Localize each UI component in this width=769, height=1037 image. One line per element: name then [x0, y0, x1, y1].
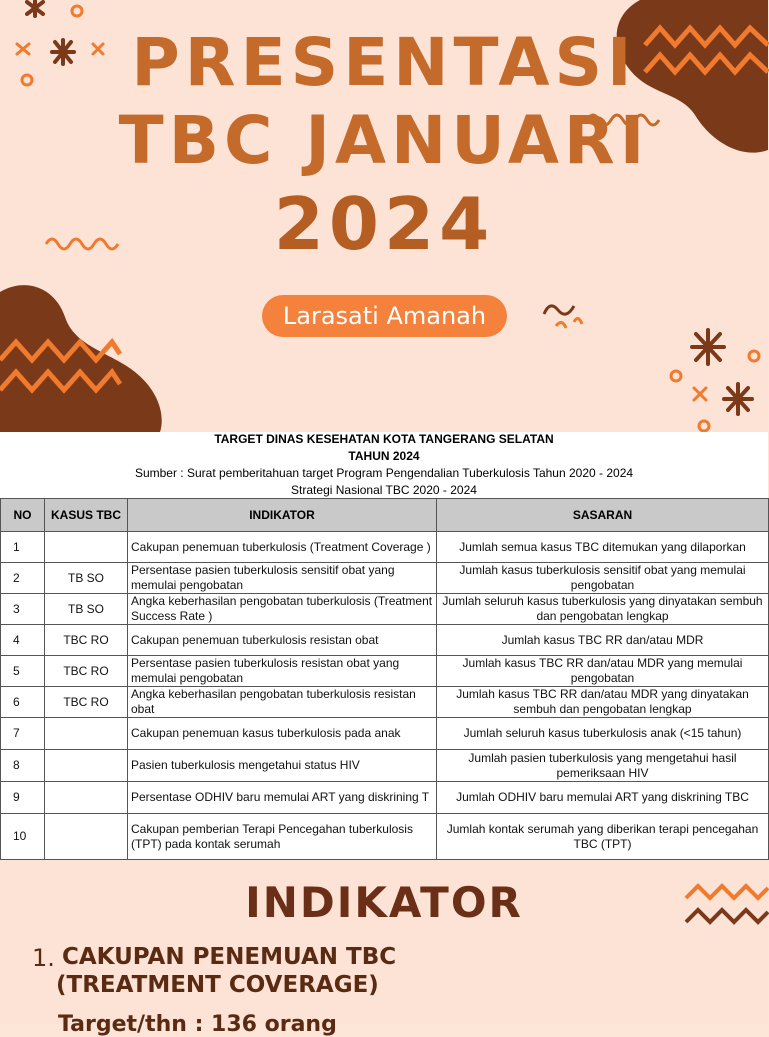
title-slide [0, 0, 768, 432]
table-row [1, 594, 769, 625]
sasaran-cell: Jumlah kontak serumah yang diberikan terapi pencegahan TBC (TPT) [437, 814, 769, 860]
indikator-cell: Persentase ODHIV baru memulai ART yang diskrining T [128, 782, 437, 814]
blob-left-decoration [0, 282, 165, 432]
indikator-cell: Cakupan penemuan tuberkulosis (Treatment Coverage ) [128, 532, 437, 563]
row-number-cell: 1 [1, 532, 45, 563]
table-row [1, 656, 769, 687]
indikator-cell: Angka keberhasilan pengobatan tuberkulosis (Treatment Success Rate ) [128, 594, 437, 625]
sparkle-cluster-bottom-right-decoration [664, 326, 768, 432]
table-row [1, 532, 769, 563]
indikator-cell: Pasien tuberkulosis mengetahui status HIV [128, 750, 437, 782]
kasus-cell: TB SO [45, 563, 128, 594]
row-number-cell: 2 [1, 563, 45, 594]
table-row [1, 563, 769, 594]
column-header-no: NO [1, 499, 45, 532]
row-number-cell: 6 [1, 687, 45, 718]
indikator-slide [0, 860, 768, 1037]
target-per-year: Target/thn : 136 orang [58, 1012, 337, 1037]
table-row [1, 687, 769, 718]
row-number-cell: 7 [1, 718, 45, 750]
indikator-cell: Persentase pasien tuberkulosis resistan obat yang memulai pengobatan [128, 656, 437, 687]
title-year: 2024 [273, 182, 495, 266]
indikator-cell: Angka keberhasilan pengobatan tuberkulosis resistan obat [128, 687, 437, 718]
sasaran-cell: Jumlah semua kasus TBC ditemukan yang dilaporkan [437, 532, 769, 563]
column-header-sasaran: SASARAN [437, 499, 769, 532]
row-number-cell: 8 [1, 750, 45, 782]
table-row [1, 625, 769, 656]
sasaran-cell: Jumlah ODHIV baru memulai ART yang diskrining TBC [437, 782, 769, 814]
kasus-cell [45, 718, 128, 750]
column-header-indikator: INDIKATOR [128, 499, 437, 532]
kasus-cell [45, 814, 128, 860]
kasus-cell: TBC RO [45, 656, 128, 687]
row-number-cell: 4 [1, 625, 45, 656]
target-table [0, 498, 769, 860]
doodle-swirl-decoration [540, 296, 590, 336]
sasaran-cell: Jumlah seluruh kasus tuberkulosis anak (<15 tahun) [437, 718, 769, 750]
sasaran-cell: Jumlah seluruh kasus tuberkulosis yang dinyatakan sembuh dan pengobatan lengkap [437, 594, 769, 625]
table-row [1, 750, 769, 782]
table-header-strategy: Strategi Nasional TBC 2020 - 2024 [291, 483, 477, 497]
row-number-cell: 9 [1, 782, 45, 814]
table-header-source: Sumber : Surat pemberitahuan target Program Pengendalian Tuberkulosis Tahun 2020 - 2024 [134, 466, 634, 480]
title-line-2: TBC JANUARI [118, 102, 650, 179]
table-row [1, 718, 769, 750]
sasaran-cell: Jumlah kasus tuberkulosis sensitif obat yang memulai pengobatan [437, 563, 769, 594]
sasaran-cell: Jumlah kasus TBC RR dan/atau MDR yang dinyatakan sembuh dan pengobatan lengkap [437, 687, 769, 718]
kasus-cell [45, 750, 128, 782]
table-row [1, 782, 769, 814]
kasus-cell [45, 532, 128, 563]
author-badge: Larasati Amanah [262, 295, 507, 337]
row-number-cell: 3 [1, 594, 45, 625]
row-number-cell: 5 [1, 656, 45, 687]
row-number-cell: 10 [1, 814, 45, 860]
kasus-cell: TB SO [45, 594, 128, 625]
list-item-number: 1. [32, 944, 55, 972]
indikator-cell: Cakupan penemuan tuberkulosis resistan obat [128, 625, 437, 656]
table-row [1, 814, 769, 860]
indikator-cell: Persentase pasien tuberkulosis sensitif obat yang memulai pengobatan [128, 563, 437, 594]
table-header-row [1, 499, 769, 532]
sasaran-cell: Jumlah pasien tuberkulosis yang mengetahui hasil pemeriksaan HIV [437, 750, 769, 782]
kasus-cell [45, 782, 128, 814]
column-header-kasus: KASUS TBC [45, 499, 128, 532]
table-header-year: TAHUN 2024 [348, 449, 420, 463]
title-line-1: PRESENTASI [131, 24, 637, 101]
sasaran-cell: Jumlah kasus TBC RR dan/atau MDR [437, 625, 769, 656]
kasus-cell: TBC RO [45, 687, 128, 718]
list-item-heading-line2: (TREATMENT COVERAGE) [56, 972, 379, 998]
kasus-cell: TBC RO [45, 625, 128, 656]
table-header-title: TARGET DINAS KESEHATAN KOTA TANGERANG SELATAN [214, 432, 554, 446]
indikator-cell: Cakupan penemuan kasus tuberkulosis pada anak [128, 718, 437, 750]
indikator-title: INDIKATOR [245, 878, 523, 927]
indikator-cell: Cakupan pemberian Terapi Pencegahan tuberkulosis (TPT) pada kontak serumah [128, 814, 437, 860]
list-item-heading-line1: CAKUPAN PENEMUAN TBC [62, 944, 397, 970]
sasaran-cell: Jumlah kasus TBC RR dan/atau MDR yang memulai pengobatan [437, 656, 769, 687]
